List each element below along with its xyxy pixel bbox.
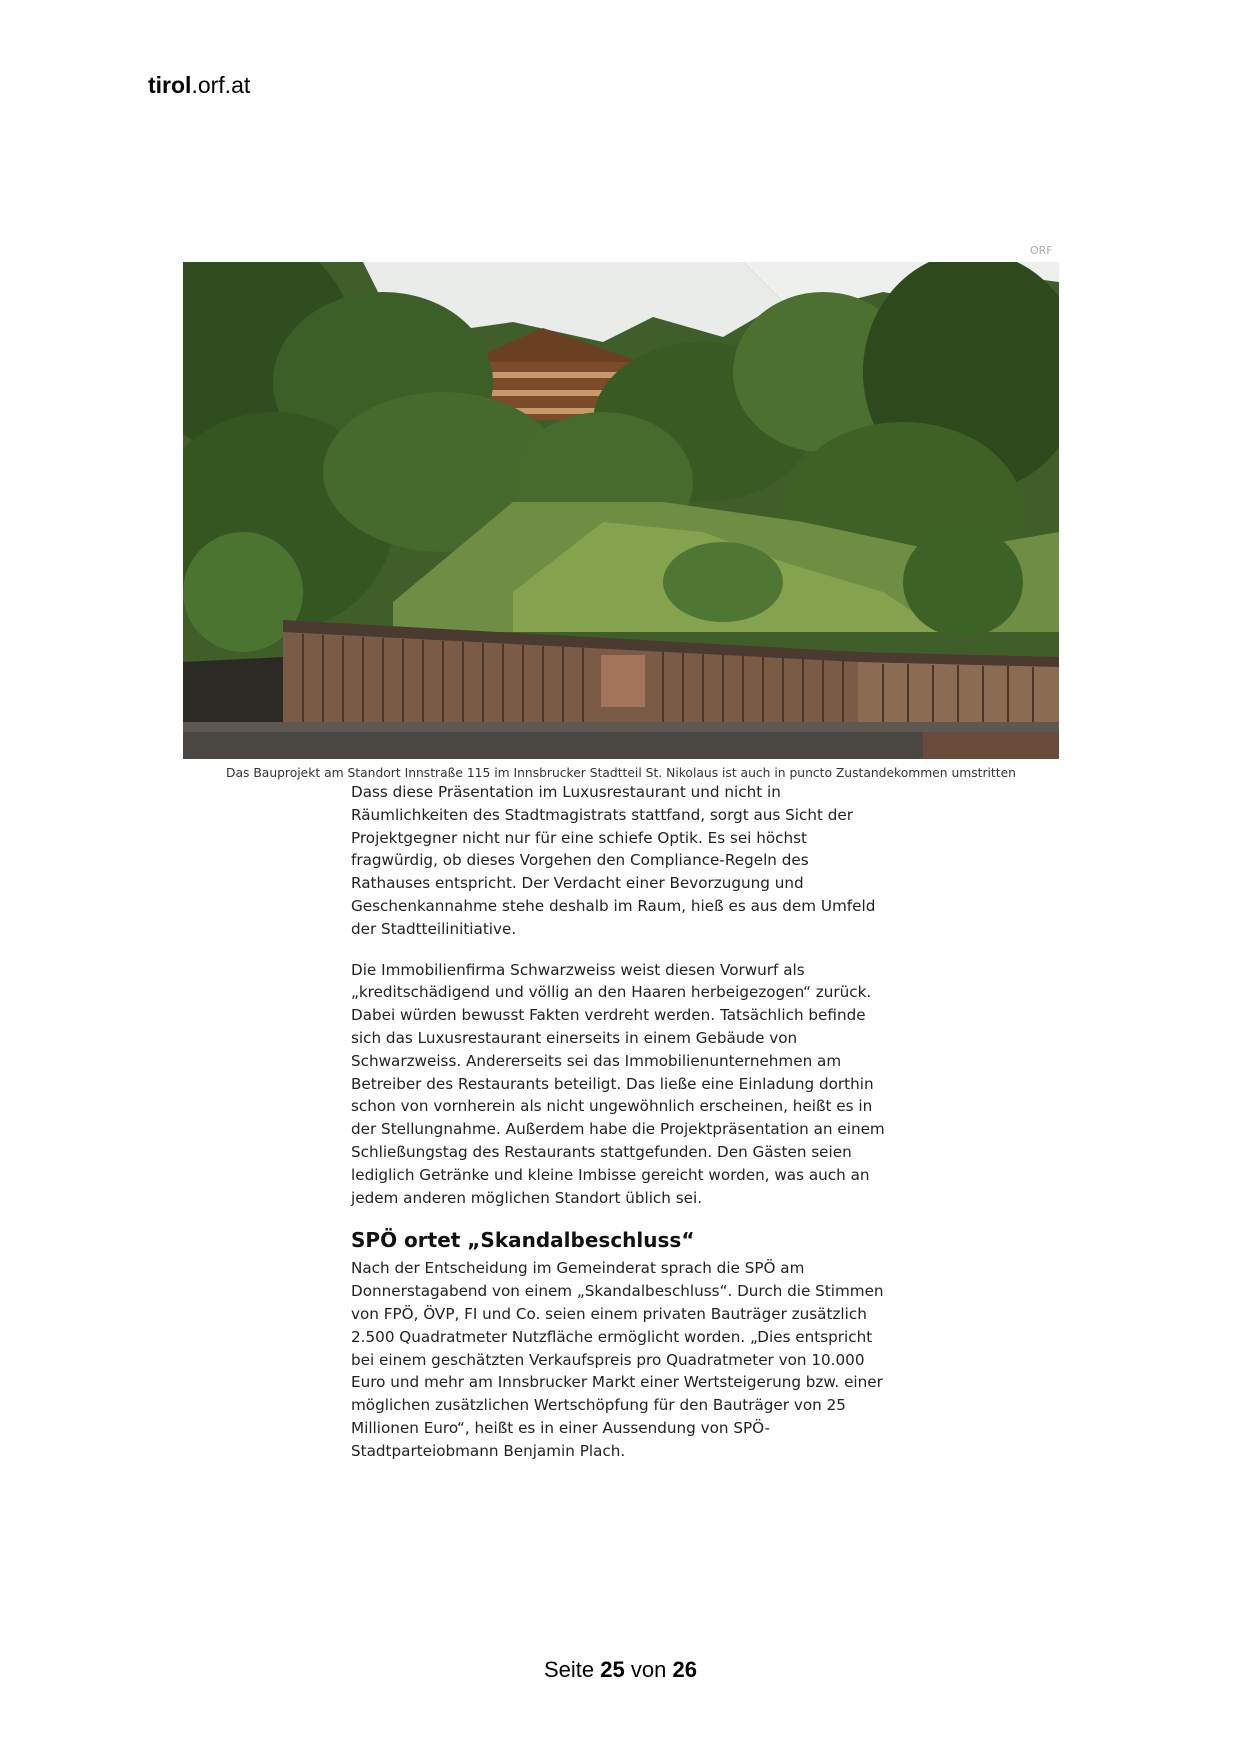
total-pages: 26: [672, 1657, 697, 1682]
photo-credit: ORF: [1030, 244, 1053, 257]
photo-caption: Das Bauprojekt am Standort Innstraße 115 im Innsbrucker Stadtteil St. Nikolaus ist auch in puncto Zustandekommen umstritten: [226, 766, 1016, 780]
footer-middle: von: [630, 1657, 667, 1682]
article-paragraph: Die Immobilienfirma Schwarzweiss weist diesen Vorwurf als „kreditschädigend und völlig an den Haaren herbeigezogen“ zurück. Dabei würden bewusst Fakten verdreht werden. Tatsächlich befinde sich das Luxusrestaurant einerseits in einem Gebäude von Schwarzweiss. Andererseits sei das Immobilienunternehmen am Betreiber des Restaurants beteiligt. Das ließe eine Einladung dorthin schon von vornherein als nicht ungewöhnlich erscheinen, heißt es in der Stellungnahme. Außerdem habe die Projektpräsentation an einem Schließungstag des Restaurants stattgefunden. Den Gästen seien lediglich Getränke und kleine Imbisse gereicht worden, was auch an jedem anderen möglichen Standort üblich sei.: [351, 960, 885, 1207]
article-paragraph: Dass diese Präsentation im Luxusrestaurant und nicht in Räumlichkeiten des Stadtmagistrats stattfand, sorgt aus Sicht der Projektgegner nicht nur für eine schiefe Optik. Es sei höchst fragwürdig, ob dieses Vorgehen den Compliance-Regeln des Rathauses entspricht. Der Verdacht einer Bevorzugung und Geschenkannahme stehe deshalb im Raum, hieß es aus dem Umfeld der Stadtteilinitiative.: [351, 783, 876, 938]
section-heading: SPÖ ortet „Skandalbeschluss“: [351, 1228, 695, 1253]
page-number-footer: [0, 1657, 1241, 1683]
article-photo: [183, 262, 1059, 759]
site-name-bold: tirol: [148, 72, 192, 98]
current-page: 25: [600, 1657, 625, 1682]
article-body: [351, 781, 891, 1481]
site-name-domain: .orf.at: [191, 72, 251, 98]
article-paragraph: Nach der Entscheidung im Gemeinderat sprach die SPÖ am Donnerstagabend von einem „Skandalbeschluss“. Durch die Stimmen von FPÖ, ÖVP, FI und Co. seien einem privaten Bauträger zusätzlich 2.500 Quadratmeter Nutzfläche ermöglicht worden. „Dies entspricht bei einem geschätzten Verkaufspreis pro Quadratmeter von 10.000 Euro und mehr am Innsbrucker Markt einer Wertsteigerung bzw. einer möglichen zusätzlichen Wertschöpfung für den Bauträger von 25 Millionen Euro“, heißt es in einer Aussendung von SPÖ-Stadtparteiobmann Benjamin Plach.: [351, 1259, 884, 1460]
site-header: [148, 72, 250, 99]
footer-prefix: Seite: [544, 1657, 595, 1682]
